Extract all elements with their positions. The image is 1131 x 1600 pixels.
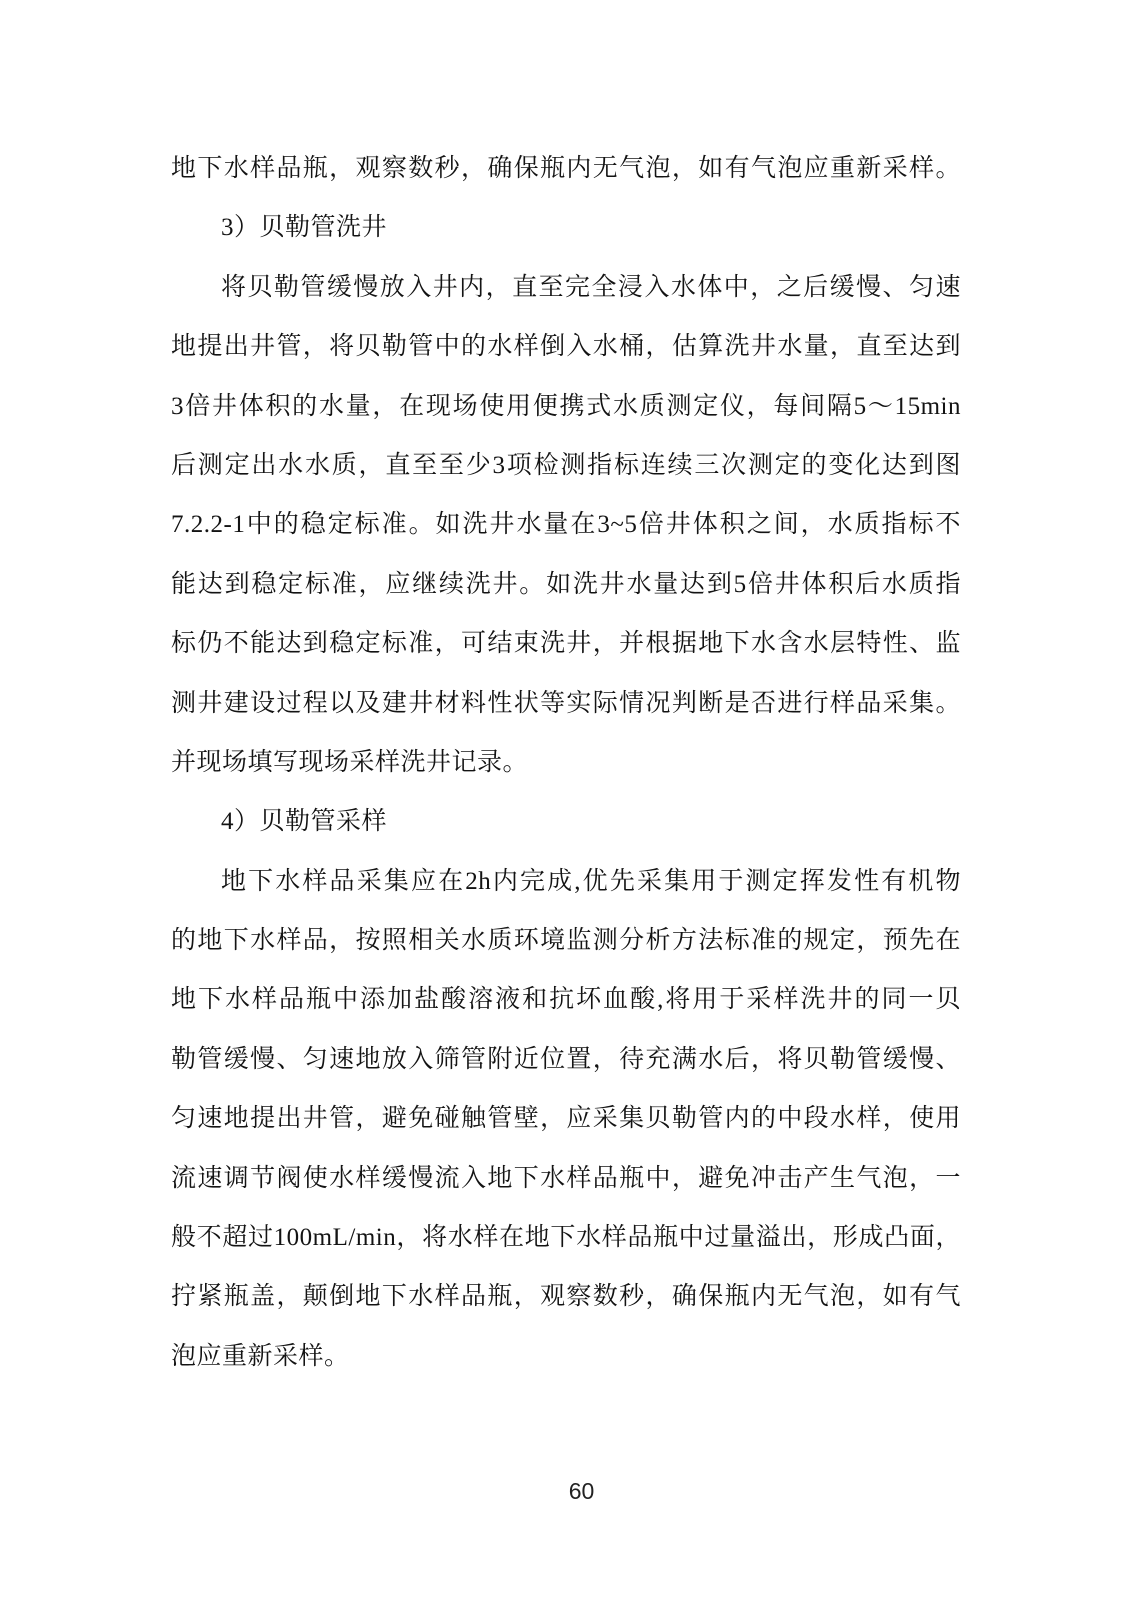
para-sampling-line: 流速调节阀使水样缓慢流入地下水样品瓶中，避免冲击产生气泡，一 <box>171 1164 961 1192</box>
para-sampling-line: 的地下水样品，按照相关水质环境监测分析方法标准的规定，预先在 <box>171 927 961 955</box>
page-footer <box>0 1478 1131 1505</box>
para-washing-line: 标仍不能达到稳定标准，可结束洗井，并根据地下水含水层特性、监 <box>171 630 961 658</box>
para-washing-line: 7.2.2-1中的稳定标准。如洗井水量在3~5倍井体积之间，水质指标不 <box>171 511 961 539</box>
heading-4-bailer-sampling: 4）贝勒管采样 <box>221 808 388 836</box>
para-sampling-line: 地下水样品采集应在2h内完成,优先采集用于测定挥发性有机物 <box>221 867 961 895</box>
para-washing-line: 后测定出水水质，直至至少3项检测指标连续三次测定的变化达到图 <box>171 451 961 479</box>
para-sampling-line: 勒管缓慢、匀速地放入筛管附近位置，待充满水后，将贝勒管缓慢、 <box>171 1045 961 1073</box>
para-washing-line: 地提出井管，将贝勒管中的水样倒入水桶，估算洗井水量，直至达到 <box>171 333 961 361</box>
heading-3-bailer-well-washing: 3）贝勒管洗井 <box>221 214 388 242</box>
para-washing-line: 并现场填写现场采样洗井记录。 <box>171 748 529 776</box>
text-body <box>171 139 961 1386</box>
para-sampling-line: 拧紧瓶盖，颠倒地下水样品瓶，观察数秒，确保瓶内无气泡，如有气 <box>171 1283 961 1311</box>
para-washing-line: 测井建设过程以及建井材料性状等实际情况判断是否进行样品采集。 <box>171 689 961 717</box>
para-sampling-line: 匀速地提出井管，避免碰触管壁，应采集贝勒管内的中段水样，使用 <box>171 1105 961 1133</box>
para-washing-line: 能达到稳定标准，应继续洗井。如洗井水量达到5倍井体积后水质指 <box>171 570 961 598</box>
para-sampling-line: 地下水样品瓶中添加盐酸溶液和抗坏血酸,将用于采样洗井的同一贝 <box>171 986 961 1014</box>
para-sampling-line: 般不超过100mL/min，将水样在地下水样品瓶中过量溢出，形成凸面， <box>171 1224 961 1252</box>
para-continuation-line: 地下水样品瓶，观察数秒，确保瓶内无气泡，如有气泡应重新采样。 <box>171 155 961 182</box>
para-washing-line: 将贝勒管缓慢放入井内，直至完全浸入水体中，之后缓慢、匀速 <box>221 273 961 301</box>
para-sampling-line: 泡应重新采样。 <box>171 1342 350 1370</box>
para-washing-line: 3倍井体积的水量，在现场使用便携式水质测定仪，每间隔5～15min <box>171 392 961 420</box>
page-number: 60 <box>568 1478 595 1504</box>
